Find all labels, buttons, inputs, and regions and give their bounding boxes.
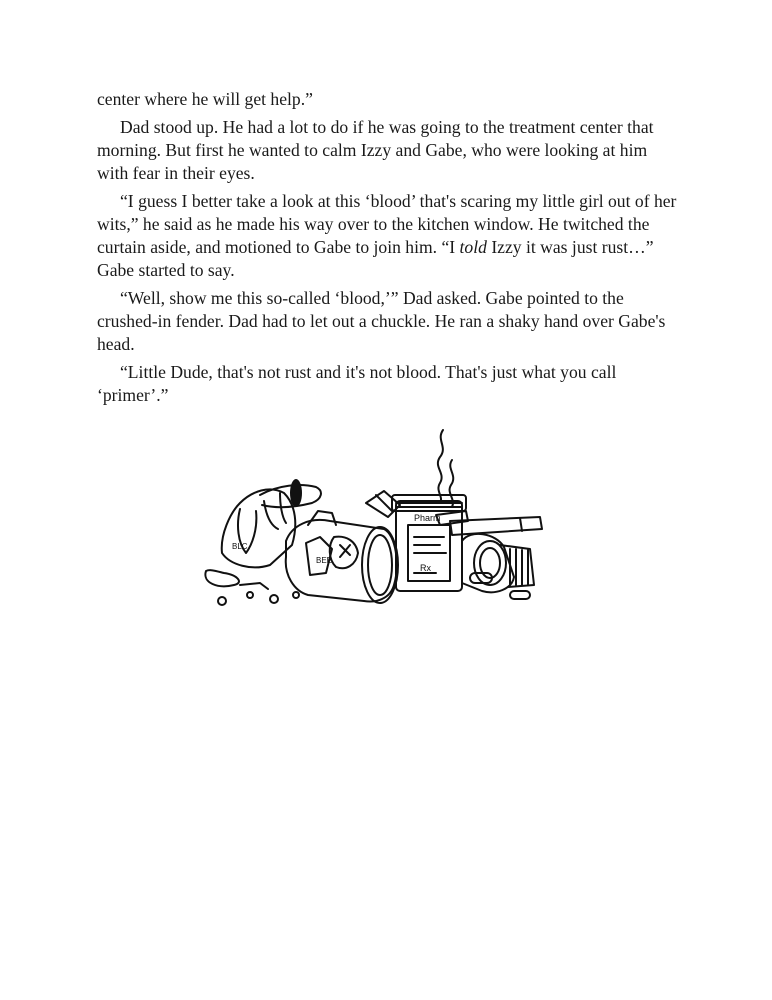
paragraph-2: Dad stood up. He had a lot to do if he was going to the treatment center that morning. But first he wanted to calm Izzy and Gabe, who were looking at him with fear in their eyes. (97, 117, 654, 183)
pharm-label: Pharm (414, 513, 441, 523)
can-label: BEE (316, 556, 333, 565)
smoke-wisp-right (450, 460, 454, 507)
crushed-cup (222, 489, 296, 567)
story-text (97, 88, 677, 412)
paragraph-4: “Well, show me this so-called ‘blood,’” Dad asked. Gabe pointed to the crushed-in fender. Dad had to let out a chuckle. He ran a shaky hand over Gabe's head. (97, 288, 666, 354)
paragraph-3-part-1: “I guess I better take a look at this ‘blood’ that's scaring my little girl out of her wits,” he said as he made his way over to the kitchen window. He twitched the curtain aside, and motioned to Gabe to join him. “I (97, 191, 677, 257)
rx-label: Rx (420, 563, 431, 573)
emphasis-told: told (459, 237, 487, 257)
trash-pile-drawing (200, 425, 570, 610)
trash-pile-illustration (200, 425, 570, 610)
spill-puddle (205, 570, 239, 586)
paragraph-5: “Little Dude, that's not rust and it's not blood. That's just what you call ‘primer’.” (97, 362, 617, 405)
cup-label: BLC (232, 542, 248, 551)
paragraph-1: center where he will get help.” (97, 89, 313, 109)
paragraph-3 (97, 190, 677, 282)
crushed-can (286, 520, 397, 602)
smoke-wisp-left (438, 430, 443, 503)
cigarette (450, 517, 542, 535)
paragraph-3-part-2: Izzy it was just rust…” Gabe started to say. (97, 237, 654, 280)
